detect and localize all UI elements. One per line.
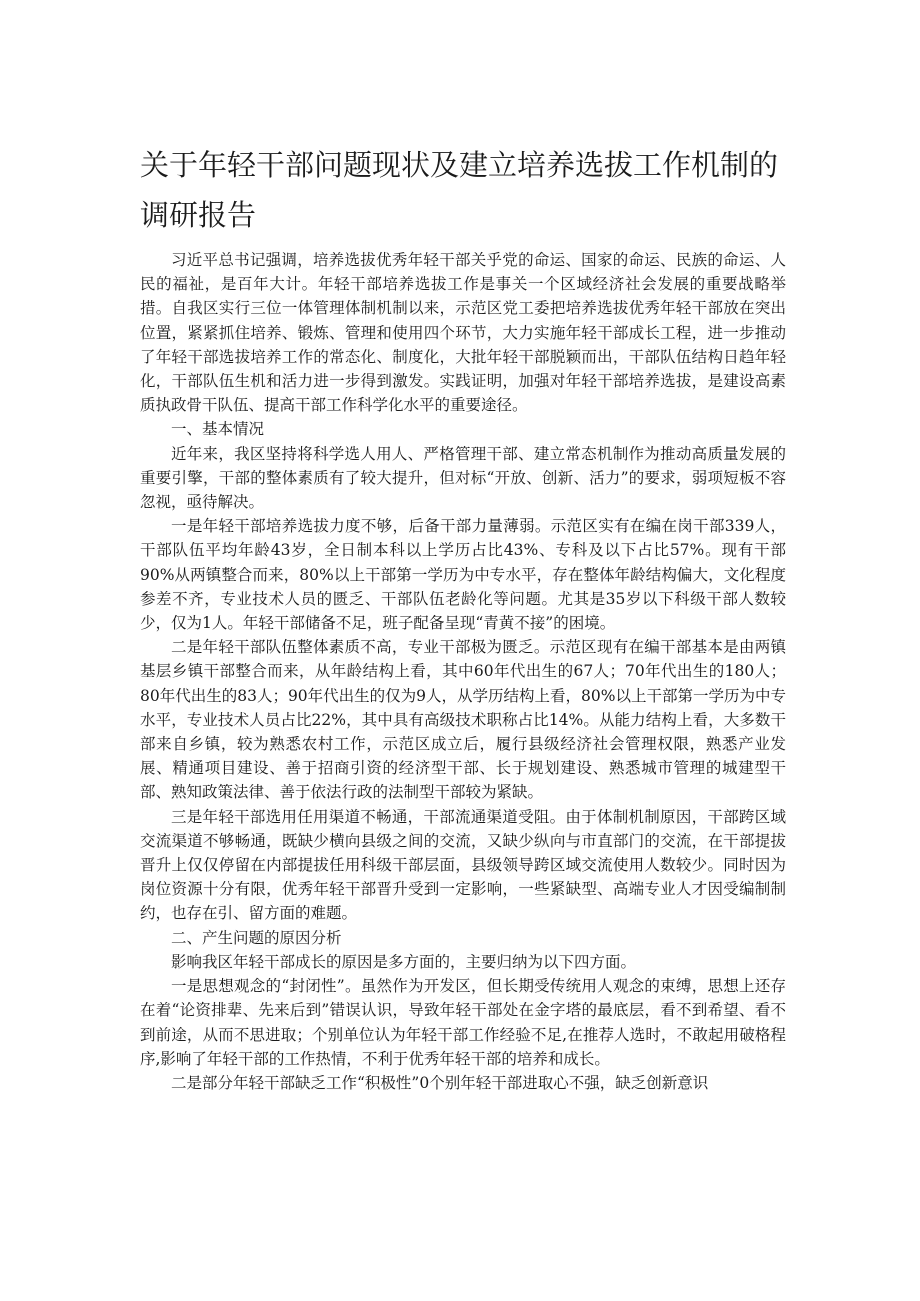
page-title: 关于年轻干部问题现状及建立培养选拔工作机制的调研报告 [140,148,779,232]
paragraph-cause-1: 一是思想观念的“封闭性”。虽然作为开发区，但长期受传统用人观念的束缚，思想上还存在着“论资排辈、先来后到”错误认识，导致年轻干部处在金字塔的最底层，看不到希望、看不到前途，从而不思进取；个别单位认为年轻干部工作经验不足,在推荐人选时，不敢起用破格程序,影响了年轻干部的工作热情，不利于优秀年轻干部的培养和成长。 [140,977,786,1068]
paragraph-point-2: 二是年轻干部队伍整体素质不高，专业干部极为匮乏。示范区现有在编干部基本是由两镇基层乡镇干部整合而来，从年龄结构上看，其中60年代出生的67人；70年代出生的180人；80年代出生的83人；90年代出生的仅为9人，从学历结构上看，80%以上干部第一学历为中专水平，专业技术人员占比22%，其中具有高级技术职称占比14%。从能力结构上看，大多数干部来自乡镇，较为熟悉农村工作，示范区成立后，履行县级经济社会管理权限，熟悉产业发展、精通项目建设、善于招商引资的经济型干部、长于规划建设、熟悉城市管理的城建型干部、熟知政策法律、善于依法行政的法制型干部较为紧缺。 [140,638,786,802]
paragraph-point-3: 三是年轻干部选用任用渠道不畅通，干部流通渠道受阻。由于体制机制原因，干部跨区域交流渠道不够畅通，既缺少横向县级之间的交流，又缺少纵向与市直部门的交流，在干部提拔晋升上仅仅停留在内部提拔任用科级干部层面，县级领导跨区域交流使用人数较少。同时因为岗位资源十分有限，优秀年轻干部晋升受到一定影响，一些紧缺型、高端专业人才因受编制制约，也存在引、留方面的难题。 [140,807,786,923]
paragraph-point-1: 一是年轻干部培养选拔力度不够，后备干部力量薄弱。示范区实有在编在岗干部339人，干部队伍平均年龄43岁，全日制本科以上学历占比43%、专科及以下占比57%。现有干部90%从两镇整合而来，80%以上干部第一学历为中专水平，存在整体年龄结构偏大，文化程度参差不齐，专业技术人员的匮乏、干部队伍老龄化等问题。尤其是35岁以下科级干部人数较少，仅为1人。年轻干部储备不足，班子配备呈现“青黄不接”的困境。 [140,517,786,633]
section-heading-basic-situation: 一、基本情况 [171,420,265,439]
paragraph-cause-2: 二是部分年轻干部缺乏工作“积极性”0个别年轻干部进取心不强，缺乏创新意识 [171,1073,709,1092]
document-body [140,248,786,1095]
section-heading-cause-analysis: 二、产生问题的原因分析 [171,928,342,947]
paragraph-overview: 近年来，我区坚持将科学选人用人、严格管理干部、建立常态机制作为推动高质量发展的重要引擎，干部的整体素质有了较大提升，但对标“开放、创新、活力”的要求，弱项短板不容忽视，亟待解决。 [140,444,786,512]
paragraph-cause-summary: 影响我区年轻干部成长的原因是多方面的，主要归纳为以下四方面。 [171,952,637,971]
paragraph-intro: 习近平总书记强调，培养选拔优秀年轻干部关乎党的命运、国家的命运、民族的命运、人民的福祉，是百年大计。年轻干部培养选拔工作是事关一个区域经济社会发展的重要战略举措。自我区实行三位一体管理体制机制以来，示范区党工委把培养选拔优秀年轻干部放在突出位置，紧紧抓住培养、锻炼、管理和使用四个环节，大力实施年轻干部成长工程，进一步推动了年轻干部选拔培养工作的常态化、制度化，大批年轻干部脱颖而出，干部队伍结构日趋年轻化，干部队伍生机和活力进一步得到激发。实践证明，加强对年轻干部培养选拔，是建设高素质执政骨干队伍、提高干部工作科学化水平的重要途径。 [140,251,786,415]
